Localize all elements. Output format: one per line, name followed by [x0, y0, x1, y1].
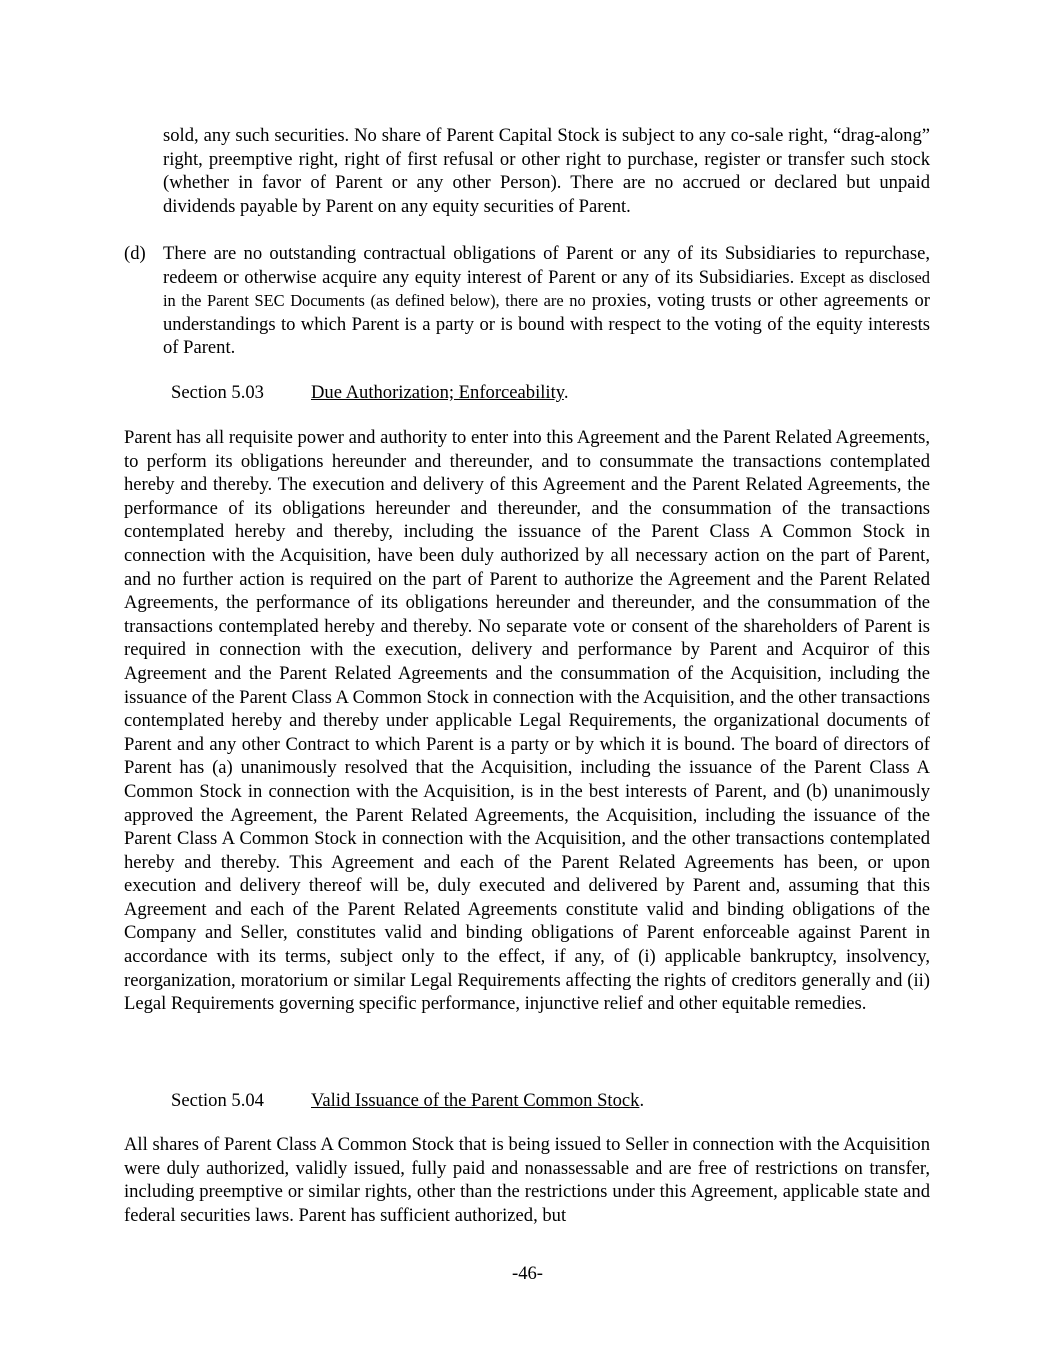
section-504-body: All shares of Parent Class A Common Stock that is being issued to Seller in connection with the Acquisition were duly authorized, validly issued, fully paid and nonassessable and are free of restrictions on transfer, including preemptive or similar rights, other than the restrictions under this Agreement, applicable state and federal securities laws. Parent has sufficient authorized, but — [124, 1134, 930, 1226]
section-number: Section 5.03 — [171, 382, 264, 403]
section-title: Due Authorization; Enforceability — [311, 382, 564, 403]
section-title-punct: . — [639, 1090, 645, 1111]
section-number: Section 5.04 — [171, 1090, 264, 1111]
continuation-paragraph: sold, any such securities. No share of Parent Capital Stock is subject to any co-sale right, “drag-along” right, preemptive right, right of first refusal or other right to purchase, register or transfer such stock (whether in favor of Parent or any other Person). There are no accrued or declared but unpaid dividends payable by Parent on any equity securities of Parent. — [163, 125, 930, 217]
item-d-text-c: proxies, voting trusts or other agreements or understandings to which Parent is a party or is bound with respect to the voting of the equity interests of Parent. — [163, 290, 930, 359]
section-504-heading — [171, 1089, 644, 1113]
section-503-body: Parent has all requisite power and authority to enter into this Agreement and the Parent Related Agreements, to perform its obligations hereunder and thereunder, and to consummate the transactions contemplated hereby and thereby. The execution and delivery of this Agreement and the Parent Related Agreements, the performance of its obligations hereunder and thereunder, and the consummation of the transactions contemplated hereby and thereby, including the issuance of the Parent Class A Common Stock in connection with the Acquisition, have been duly authorized by all necessary action on the part of Parent, and no further action is required on the part of Parent to authorize the Agreement and the Parent Related Agreements, the performance of its obligations hereunder and thereunder, and the consummation of the transactions contemplated hereby and thereby. No separate vote or consent of the shareholders of Parent is required in connection with the execution, delivery and performance by Parent and Acquiror of this Agreement and the Parent Related Agreements and the consummation of the Acquisition, including the issuance of the Parent Class A Common Stock in connection with the Acquisition, and the other transactions contemplated hereby and thereby under applicable Legal Requirements, the organizational documents of Parent and any other Contract to which Parent is a party or by which it is bound. The board of directors of Parent has (a) unanimously resolved that the Acquisition, including the issuance of the Parent Class A Common Stock in connection with the Acquisition, is in the best interests of Parent, and (b) unanimously approved the Agreement, the Parent Related Agreements, the Acquisition, including the issuance of the Parent Class A Common Stock in connection with the Acquisition, and the other transactions contemplated hereby and thereby. This Agreement and each of the Parent Related Agreements has been, or upon execution and delivery thereof will be, duly executed and delivered by Parent and, assuming that this Agreement and each of the Parent Related Agreements constitute valid and binding obligations of the Company and Seller, constitutes valid and binding obligations of Parent enforceable against Parent in accordance with its terms, subject only to the effect, if any, of (i) applicable bankruptcy, insolvency, reorganization, moratorium or similar Legal Requirements affecting the rights of creditors generally and (ii) Legal Requirements governing specific performance, injunctive relief and other equitable remedies. — [124, 427, 931, 1015]
page-number: -46- — [512, 1263, 543, 1284]
item-d-text-a: There are no outstanding contractual obligations of Parent or any of its Subsidiaries to repurchase, redeem or otherwise acquire any equity interest of Parent or any of its Subsidiaries. — [163, 243, 930, 288]
section-title: Valid Issuance of the Parent Common Stock — [311, 1090, 640, 1111]
list-item-label: (d) — [124, 243, 146, 264]
item-d-text-b: Except as disclosed in the Parent SEC Documents (as defined below), there are no — [163, 267, 930, 311]
section-503-heading — [171, 381, 569, 405]
section-title-punct: . — [563, 382, 569, 403]
list-item-body — [163, 242, 930, 360]
